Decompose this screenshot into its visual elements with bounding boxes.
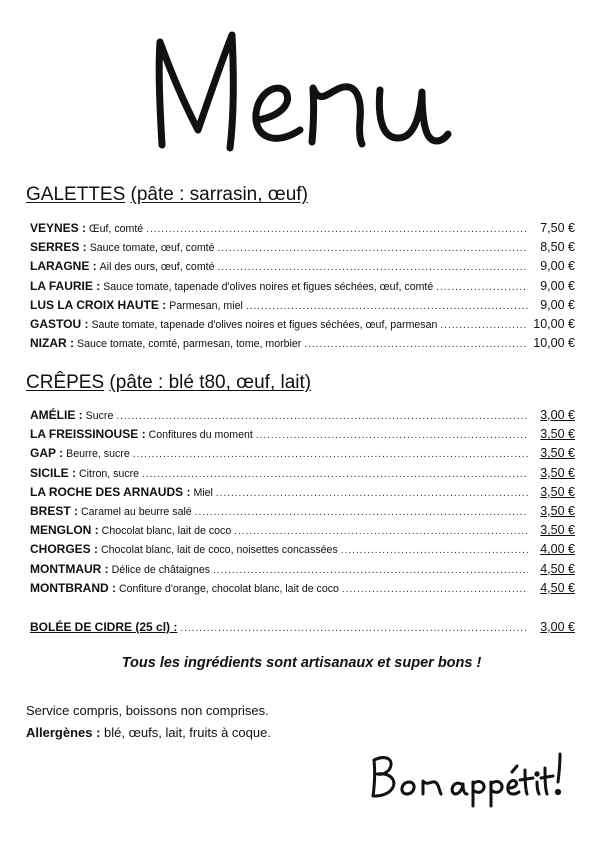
item-price: 9,00 € — [540, 259, 575, 274]
crepes-title-main: CRÊPES — [26, 372, 105, 393]
menu-title-lettering — [130, 20, 460, 160]
galettes-list — [30, 219, 575, 353]
service-note: Service compris, boissons non comprises. — [26, 703, 269, 718]
item-name: LA ROCHE DES ARNAUDS : — [30, 484, 191, 499]
bon-appetit-lettering — [365, 748, 565, 808]
item-description: Saute tomate, tapenade d'olives noires et figues séchées, œuf, parmesan — [91, 318, 438, 331]
item-price: 4,00 € — [540, 542, 575, 557]
menu-item — [30, 406, 575, 425]
item-name: GAP : — [30, 446, 64, 461]
item-price: 3,50 € — [540, 503, 575, 518]
item-name: MENGLON : — [30, 523, 99, 538]
dot-leader — [234, 522, 528, 540]
item-description: Confitures du moment — [148, 429, 253, 442]
item-description: Ail des ours, œuf, comté — [99, 261, 215, 274]
item-description: Citron, sucre — [79, 467, 140, 480]
item-price: 10,00 € — [533, 336, 575, 351]
menu-item — [30, 425, 575, 444]
item-name: NIZAR : — [30, 336, 74, 351]
galettes-title-main: GALETTES — [26, 184, 126, 205]
item-price: 3,50 € — [540, 465, 575, 480]
item-price: 3,50 € — [540, 484, 575, 499]
cidre-price: 3,00 € — [540, 620, 575, 634]
item-name: VEYNES : — [30, 221, 87, 235]
cidre-name: BOLÉE DE CIDRE (25 cl) : — [30, 620, 178, 634]
menu-item — [30, 257, 575, 276]
dot-leader — [256, 426, 528, 444]
item-description: Sucre — [85, 410, 114, 422]
item-name: AMÉLIE : — [30, 408, 83, 422]
menu-item — [30, 464, 575, 483]
item-name: MONTBRAND : — [30, 580, 116, 595]
allergens-text: blé, œufs, lait, fruits à coque. — [104, 725, 271, 740]
menu-item — [30, 579, 575, 598]
item-name: LARAGNE : — [30, 259, 97, 274]
dot-leader — [342, 580, 528, 598]
item-name: LA FREISSINOUSE : — [30, 427, 146, 442]
galettes-section-title — [26, 184, 308, 206]
item-description: Beurre, sucre — [66, 448, 130, 461]
crepes-title-sub: (pâte : blé t80, œuf, lait) — [109, 372, 312, 393]
item-name: GASTOU : — [30, 316, 89, 331]
menu-item — [30, 238, 575, 257]
item-description: Délice de châtaignes — [111, 563, 211, 576]
item-price: 7,50 € — [540, 221, 575, 235]
dot-leader — [440, 316, 528, 334]
crepes-list — [30, 406, 575, 598]
dot-leader — [213, 561, 528, 579]
crepes-section-title — [26, 372, 311, 394]
item-name: SERRES : — [30, 240, 87, 255]
item-description: Sauce tomate, tapenade d'olives noires et figues séchées, œuf, comté — [103, 280, 434, 293]
item-name: MONTMAUR : — [30, 561, 109, 576]
item-name: LA FAURIE : — [30, 278, 101, 293]
dot-leader — [116, 407, 528, 425]
menu-item — [30, 315, 575, 334]
menu-item — [30, 521, 575, 540]
dot-leader — [218, 239, 528, 257]
menu-item — [30, 277, 575, 296]
dot-leader — [216, 484, 528, 502]
menu-item — [30, 219, 575, 238]
tagline: Tous les ingrédients sont artisanaux et super bons ! — [121, 655, 482, 671]
dot-leader — [341, 541, 528, 559]
item-name: CHORGES : — [30, 542, 99, 557]
item-description: Sauce tomate, comté, parmesan, tome, morbier — [77, 338, 302, 351]
allergens-label: Allergènes : — [26, 725, 101, 740]
item-name: BREST : — [30, 503, 78, 518]
item-description: Chocolat blanc, lait de coco — [101, 525, 232, 538]
menu-item — [30, 560, 575, 579]
menu-item — [30, 444, 575, 463]
dot-leader — [304, 335, 528, 353]
item-price: 9,00 € — [540, 297, 575, 312]
item-price: 3,50 € — [540, 523, 575, 538]
item-price: 3,00 € — [540, 408, 575, 422]
item-description: Chocolat blanc, lait de coco, noisettes concassées — [101, 544, 338, 557]
dot-leader — [246, 297, 528, 315]
item-price: 10,00 € — [533, 316, 575, 331]
menu-item — [30, 502, 575, 521]
dot-leader — [195, 503, 528, 521]
menu-item — [30, 296, 575, 315]
footer-notes — [26, 700, 271, 744]
cidre-item — [30, 618, 575, 637]
item-price: 3,50 € — [540, 446, 575, 461]
item-price: 4,50 € — [540, 580, 575, 595]
dot-leader — [436, 278, 528, 296]
galettes-title-sub: (pâte : sarrasin, œuf) — [130, 184, 308, 205]
menu-item — [30, 483, 575, 502]
item-description: Miel — [193, 486, 213, 499]
item-price: 9,00 € — [540, 278, 575, 293]
item-name: SICILE : — [30, 465, 77, 480]
allergens-note — [26, 722, 271, 744]
dot-leader — [146, 220, 528, 238]
dot-leader — [133, 445, 528, 463]
item-description: Caramel au beurre salé — [81, 505, 192, 518]
item-price: 8,50 € — [540, 240, 575, 255]
item-description: Sauce tomate, œuf, comté — [89, 242, 215, 255]
item-price: 3,50 € — [540, 427, 575, 442]
item-price: 4,50 € — [540, 561, 575, 576]
item-name: LUS LA CROIX HAUTE : — [30, 297, 167, 312]
menu-item — [30, 334, 575, 353]
dot-leader — [180, 619, 528, 637]
dot-leader — [142, 465, 528, 483]
menu-item — [30, 540, 575, 559]
item-description: Œuf, comté — [89, 223, 144, 235]
dot-leader — [217, 258, 528, 276]
item-description: Confiture d'orange, chocolat blanc, lait de coco — [119, 582, 339, 595]
item-description: Parmesan, miel — [169, 299, 243, 312]
